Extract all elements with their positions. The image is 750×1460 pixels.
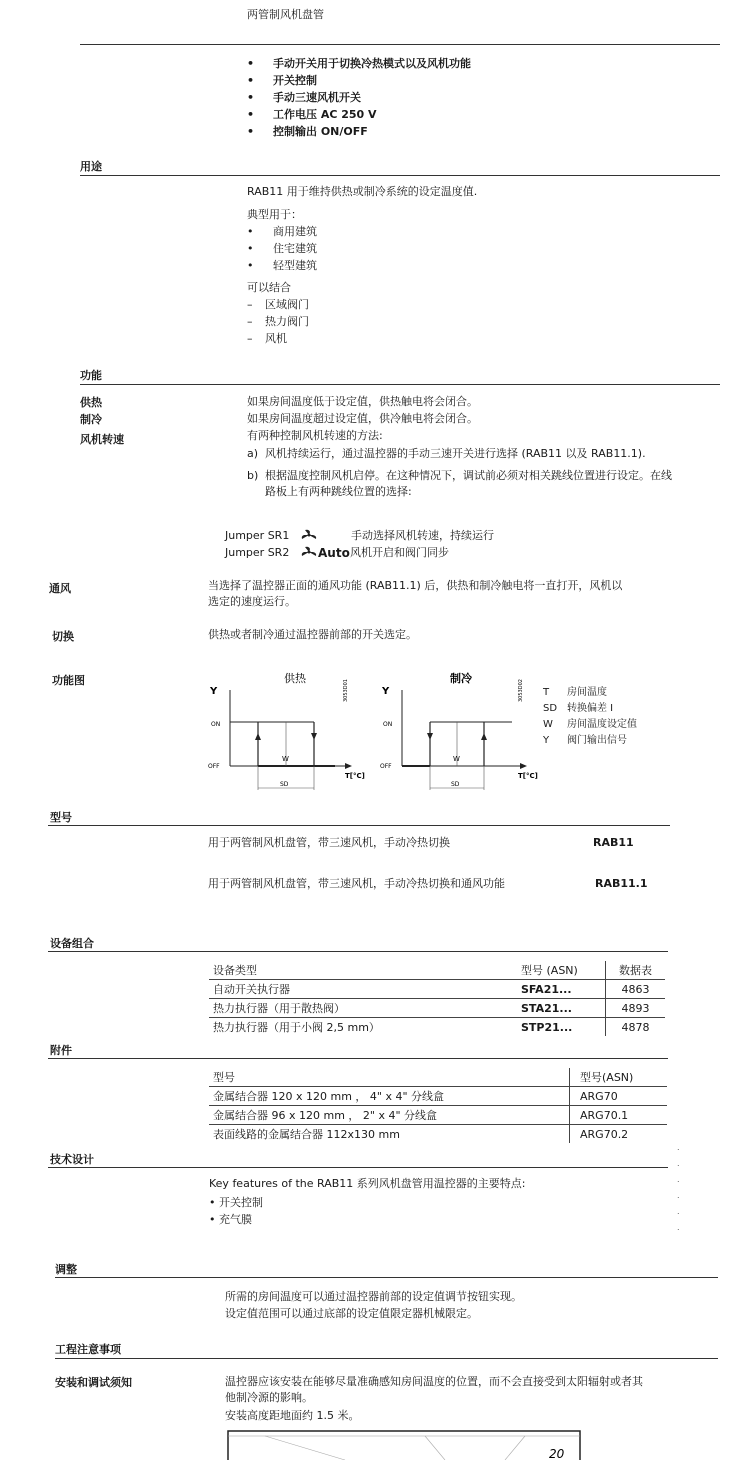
legend-item: SD 转换偏差 I [543, 703, 614, 714]
feature-list [247, 55, 471, 140]
adjust-divider [55, 1277, 718, 1278]
feature-item: • 工作电压 AC 250 V [247, 106, 471, 123]
install-label: 安装和调试须知 [55, 1376, 132, 1389]
table-header: 数据表 [619, 964, 652, 977]
feature-item: • 控制输出 ON/OFF [247, 123, 471, 140]
cool-down-arrow [427, 733, 433, 740]
heat-down-arrow [311, 733, 317, 740]
table-cell: SFA21... [517, 980, 606, 999]
model-desc: 用于两管制风机盘管，带三速风机，手动冷热切换和通风功能 [208, 877, 505, 890]
equipment-table [209, 961, 665, 1036]
list-item: – 风机 [247, 330, 309, 347]
feature-item: • 手动三速风机开关 [247, 89, 471, 106]
table-header: 型号 [209, 1068, 570, 1087]
list-item: • 商用建筑 [247, 223, 317, 240]
installation-figure [225, 1428, 585, 1460]
cool-y-label: Y [382, 686, 390, 697]
function-divider [80, 384, 720, 385]
margin-dots: . . . . . . [677, 1143, 680, 1232]
accessories-table [209, 1068, 667, 1143]
jumper1-label: Jumper SR1 [225, 529, 290, 542]
fan-text: 有两种控制风机转速的方法: [247, 429, 383, 442]
cool-title: 制冷 [450, 672, 472, 685]
perspective-line [265, 1436, 345, 1460]
feature-item: • 手动开关用于切换冷热模式以及风机功能 [247, 55, 471, 72]
typical-label: 典型用于： [247, 208, 302, 221]
tech-divider [48, 1167, 668, 1168]
table-cell: 热力执行器（用于散热阀） [213, 1002, 345, 1015]
option-b-mark: b) [247, 469, 259, 482]
switchover-label: 切换 [52, 630, 74, 643]
figure-number: 20 [549, 1447, 565, 1460]
tech-list [209, 1194, 263, 1228]
perspective-line [425, 1436, 445, 1460]
diagram-label: 功能图 [52, 674, 85, 687]
list-item: • 开关控制 [209, 1196, 263, 1209]
option-a-mark: a) [247, 447, 259, 460]
figure-frame [228, 1431, 580, 1460]
heat-w-label: W [282, 755, 289, 763]
install-line-1: 温控器应该安装在能够尽量准确感知房间温度的位置，而不会直接受到太阳辐射或者其 [225, 1375, 643, 1388]
legend-item: Y 阀门输出信号 [543, 735, 627, 746]
list-item: • 轻型建筑 [247, 257, 317, 274]
cool-on-label: ON [383, 721, 393, 728]
table-cell: 自动开关执行器 [213, 983, 290, 996]
typical-list [247, 223, 317, 274]
table-cell: STA21... [517, 999, 606, 1018]
heat-x-arrow [345, 763, 352, 769]
heat-off-label: OFF [208, 763, 220, 770]
table-header: 设备类型 [213, 964, 257, 977]
combine-list [247, 296, 309, 347]
tech-intro: Key features of the RAB11 系列风机盘管用温控器的主要特点: [209, 1177, 526, 1190]
models-heading: 型号 [50, 811, 72, 824]
accessories-heading: 附件 [50, 1044, 72, 1057]
heating-text: 如果房间温度低于设定值，供热触电将会闭合。 [247, 395, 478, 408]
cool-off-label: OFF [380, 763, 392, 770]
engineering-heading: 工程注意事项 [55, 1343, 121, 1356]
jumper1-text: 手动选择风机转速，持续运行 [351, 529, 494, 542]
ventilation-text-1: 当选择了温控器正面的通风功能 (RAB11.1) 后，供热和制冷触电将一直打开，风机以 [208, 579, 623, 592]
table-cell: 热力执行器（用于小阀 2,5 mm） [213, 1021, 380, 1034]
cool-w-label: W [453, 755, 460, 763]
cool-sd-label: SD [451, 781, 460, 788]
cool-x-arrow [520, 763, 527, 769]
list-item: • 住宅建筑 [247, 240, 317, 257]
page-subtitle: 两管制风机盘管 [247, 8, 324, 21]
table-row [209, 999, 665, 1018]
model-code: RAB11 [593, 836, 634, 849]
table-row [209, 1087, 667, 1106]
heat-y-label: Y [210, 686, 218, 697]
table-cell: ARG70.1 [580, 1108, 629, 1122]
switchover-text: 供热或者制冷通过温控器前部的开关选定。 [208, 628, 417, 641]
table-header: 型号(ASN) [580, 1071, 634, 1084]
usage-heading: 用途 [80, 160, 102, 173]
feature-item: • 开关控制 [247, 72, 471, 89]
table-row [209, 1106, 667, 1125]
usage-divider [80, 175, 720, 176]
table-row [209, 1125, 667, 1144]
heat-t-axis-label: T[°C] [345, 772, 365, 780]
cool-t-axis-label: T[°C] [518, 772, 538, 780]
table-header: 型号 (ASN) [517, 961, 606, 980]
heat-code: 3053D01 [343, 679, 349, 702]
table-cell: 表面线路的金属结合器 112x130 mm [209, 1125, 570, 1144]
ventilation-text-2: 选定的速度运行。 [208, 595, 296, 608]
cool-code: 3053D02 [518, 679, 524, 702]
adjust-line-2: 设定值范围可以通过底部的设定值限定器机械限定。 [225, 1307, 478, 1320]
adjust-heading: 调整 [55, 1263, 77, 1276]
models-divider [48, 825, 670, 826]
table-cell: 金属结合器 120 x 120 mm ， 4" x 4" 分线盒 [209, 1087, 570, 1106]
model-desc: 用于两管制风机盘管，带三速风机，手动冷热切换 [208, 836, 450, 849]
fan-icon [300, 528, 320, 542]
list-item: – 热力阀门 [247, 313, 309, 330]
legend-item: T 房间温度 [543, 687, 607, 698]
cooling-label: 制冷 [80, 413, 102, 426]
jumper2-text: 风机开启和阀门同步 [350, 546, 449, 559]
table-cell: 4893 [621, 1001, 650, 1015]
equipment-divider [48, 951, 668, 952]
diagram-legend [543, 685, 637, 749]
heat-on-label: ON [211, 721, 221, 728]
ventilation-label: 通风 [49, 582, 71, 595]
table-cell: STP21... [517, 1018, 606, 1037]
heat-sd-label: SD [280, 781, 289, 788]
function-diagram [200, 668, 560, 798]
table-row [209, 1018, 665, 1037]
cooling-text: 如果房间温度超过设定值，供冷触电将会闭合。 [247, 412, 478, 425]
list-item: • 充气膜 [209, 1213, 252, 1226]
heating-label: 供热 [80, 396, 102, 409]
perspective-line [505, 1436, 525, 1460]
heat-up-arrow [255, 733, 261, 740]
table-cell: 金属结合器 96 x 120 mm ， 2" x 4" 分线盒 [209, 1106, 570, 1125]
jumper2-auto: Auto [318, 546, 350, 560]
heat-title: 供热 [284, 672, 306, 685]
jumper2-label: Jumper SR2 [225, 546, 290, 559]
table-header-row [209, 961, 665, 980]
fan-auto-icon [300, 545, 320, 559]
tech-heading: 技术设计 [50, 1153, 94, 1166]
table-cell: ARG70.2 [580, 1127, 629, 1141]
cool-up-arrow [481, 733, 487, 740]
install-line-2: 他制冷源的影响。 [225, 1391, 313, 1404]
accessories-divider [48, 1058, 668, 1059]
fan-label: 风机转速 [80, 433, 124, 446]
legend-item: W 房间温度设定值 [543, 719, 637, 730]
table-row [209, 980, 665, 999]
combine-label: 可以结合 [247, 281, 291, 294]
install-line-3: 安装高度距地面约 1.5 米。 [225, 1409, 360, 1422]
function-heading: 功能 [80, 369, 102, 382]
option-a-text: 风机持续运行，通过温控器的手动三速开关进行选择 (RAB11 以及 RAB11.1). [265, 447, 646, 460]
engineering-divider [55, 1358, 718, 1359]
option-b-text-1: 根据温度控制风机启停。在这种情况下，调试前必须对相关跳线位置进行设定。在线 [265, 469, 672, 482]
usage-intro: RAB11 用于维持供热或制冷系统的设定温度值. [247, 185, 478, 198]
table-cell: 4878 [621, 1020, 650, 1034]
adjust-line-1: 所需的房间温度可以通过温控器前部的设定值调节按钮实现。 [225, 1290, 522, 1303]
table-cell: ARG70 [580, 1089, 618, 1103]
table-header-row [209, 1068, 667, 1087]
header-divider [80, 44, 720, 45]
model-code: RAB11.1 [595, 877, 648, 890]
equipment-heading: 设备组合 [50, 937, 94, 950]
list-item: – 区域阀门 [247, 296, 309, 313]
option-b-text-2: 路板上有两种跳线位置的选择: [265, 485, 412, 498]
table-cell: 4863 [621, 982, 650, 996]
